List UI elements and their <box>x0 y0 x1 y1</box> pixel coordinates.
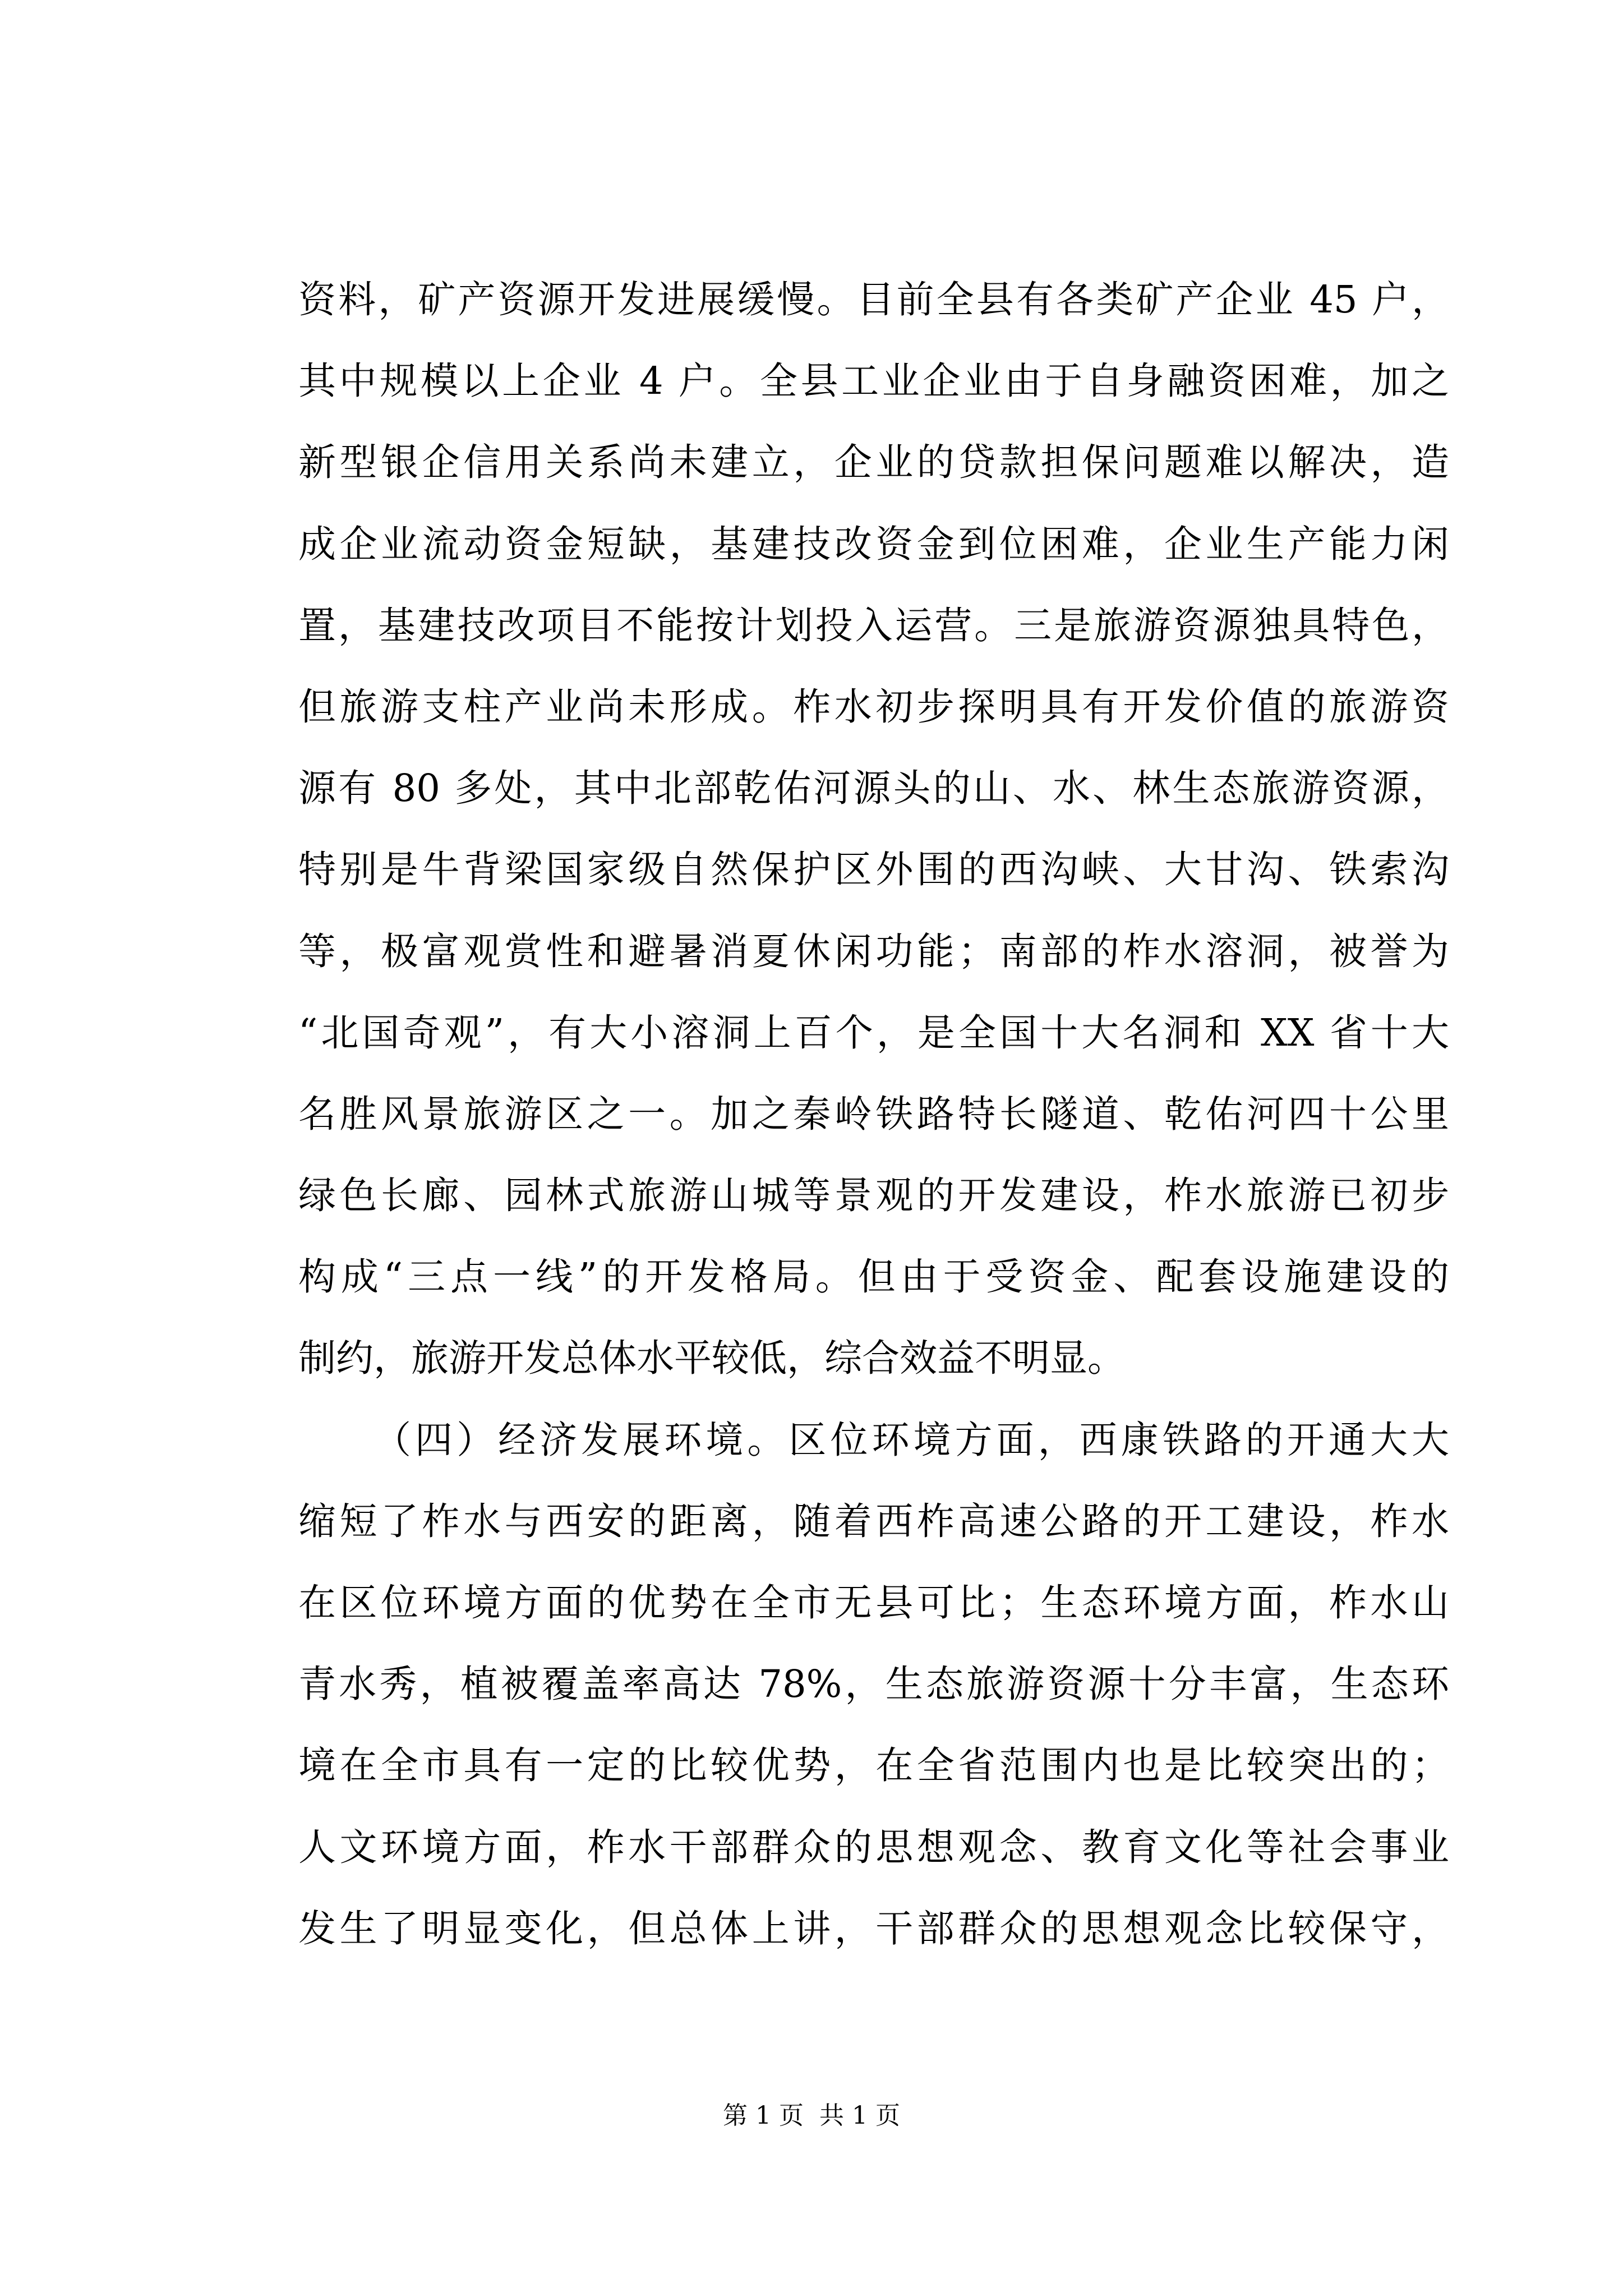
paragraph-start-line: （四）经济发展环境。区位环境方面，西康铁路的开通大大 <box>374 1418 1449 1462</box>
text-line: 发生了明显变化，但总体上讲，干部群众的思想观念比较保守， <box>298 1906 1449 1950</box>
text-line: 置，基建技改项目不能按计划投入运营。三是旅游资源独具特色， <box>298 603 1449 647</box>
text-line: 但旅游支柱产业尚未形成。柞水初步探明具有开发价值的旅游资 <box>298 684 1449 729</box>
text-line: 名胜风景旅游区之一。加之秦岭铁路特长隧道、乾佑河四十公里 <box>298 1092 1449 1136</box>
text-line: 缩短了柞水与西安的距离，随着西柞高速公路的开工建设，柞水 <box>298 1499 1449 1543</box>
body-text <box>298 259 1449 1970</box>
text-line: 新型银企信用关系尚未建立，企业的贷款担保问题难以解决，造 <box>298 440 1449 485</box>
page-number-footer: 第 1 页 共 1 页 <box>723 2101 900 2130</box>
text-line: 源有 80 多处，其中北部乾佑河源头的山、水、林生态旅游资源， <box>298 766 1449 811</box>
text-line: 在区位环境方面的优势在全市无县可比；生态环境方面，柞水山 <box>298 1581 1449 1625</box>
text-line: 特别是牛背梁国家级自然保护区外围的西沟峡、大甘沟、铁索沟 <box>298 848 1449 892</box>
text-line: 绿色长廊、园林式旅游山城等景观的开发建设，柞水旅游已初步 <box>298 1174 1449 1218</box>
text-line: 构成“三点一线”的开发格局。但由于受资金、配套设施建设的 <box>298 1255 1449 1299</box>
text-line: 人文环境方面，柞水干部群众的思想观念、教育文化等社会事业 <box>298 1825 1449 1869</box>
text-line: 等，极富观赏性和避暑消夏休闲功能；南部的柞水溶洞，被誉为 <box>298 929 1449 973</box>
text-line: “北国奇观”，有大小溶洞上百个，是全国十大名洞和 XX 省十大 <box>298 1010 1449 1055</box>
text-line: 其中规模以上企业 4 户。全县工业企业由于自身融资困难，加之 <box>298 359 1449 403</box>
text-line: 成企业流动资金短缺，基建技改资金到位困难，企业生产能力闲 <box>298 522 1449 566</box>
text-line: 境在全市具有一定的比较优势，在全省范围内也是比较突出的； <box>298 1743 1449 1788</box>
text-line: 资料，矿产资源开发进展缓慢。目前全县有各类矿产企业 45 户， <box>298 278 1449 321</box>
paragraph-end-line: 制约，旅游开发总体水平较低，综合效益不明显。 <box>298 1336 1125 1381</box>
text-line: 青水秀，植被覆盖率高达 78%，生态旅游资源十分丰富，生态环 <box>298 1662 1449 1706</box>
